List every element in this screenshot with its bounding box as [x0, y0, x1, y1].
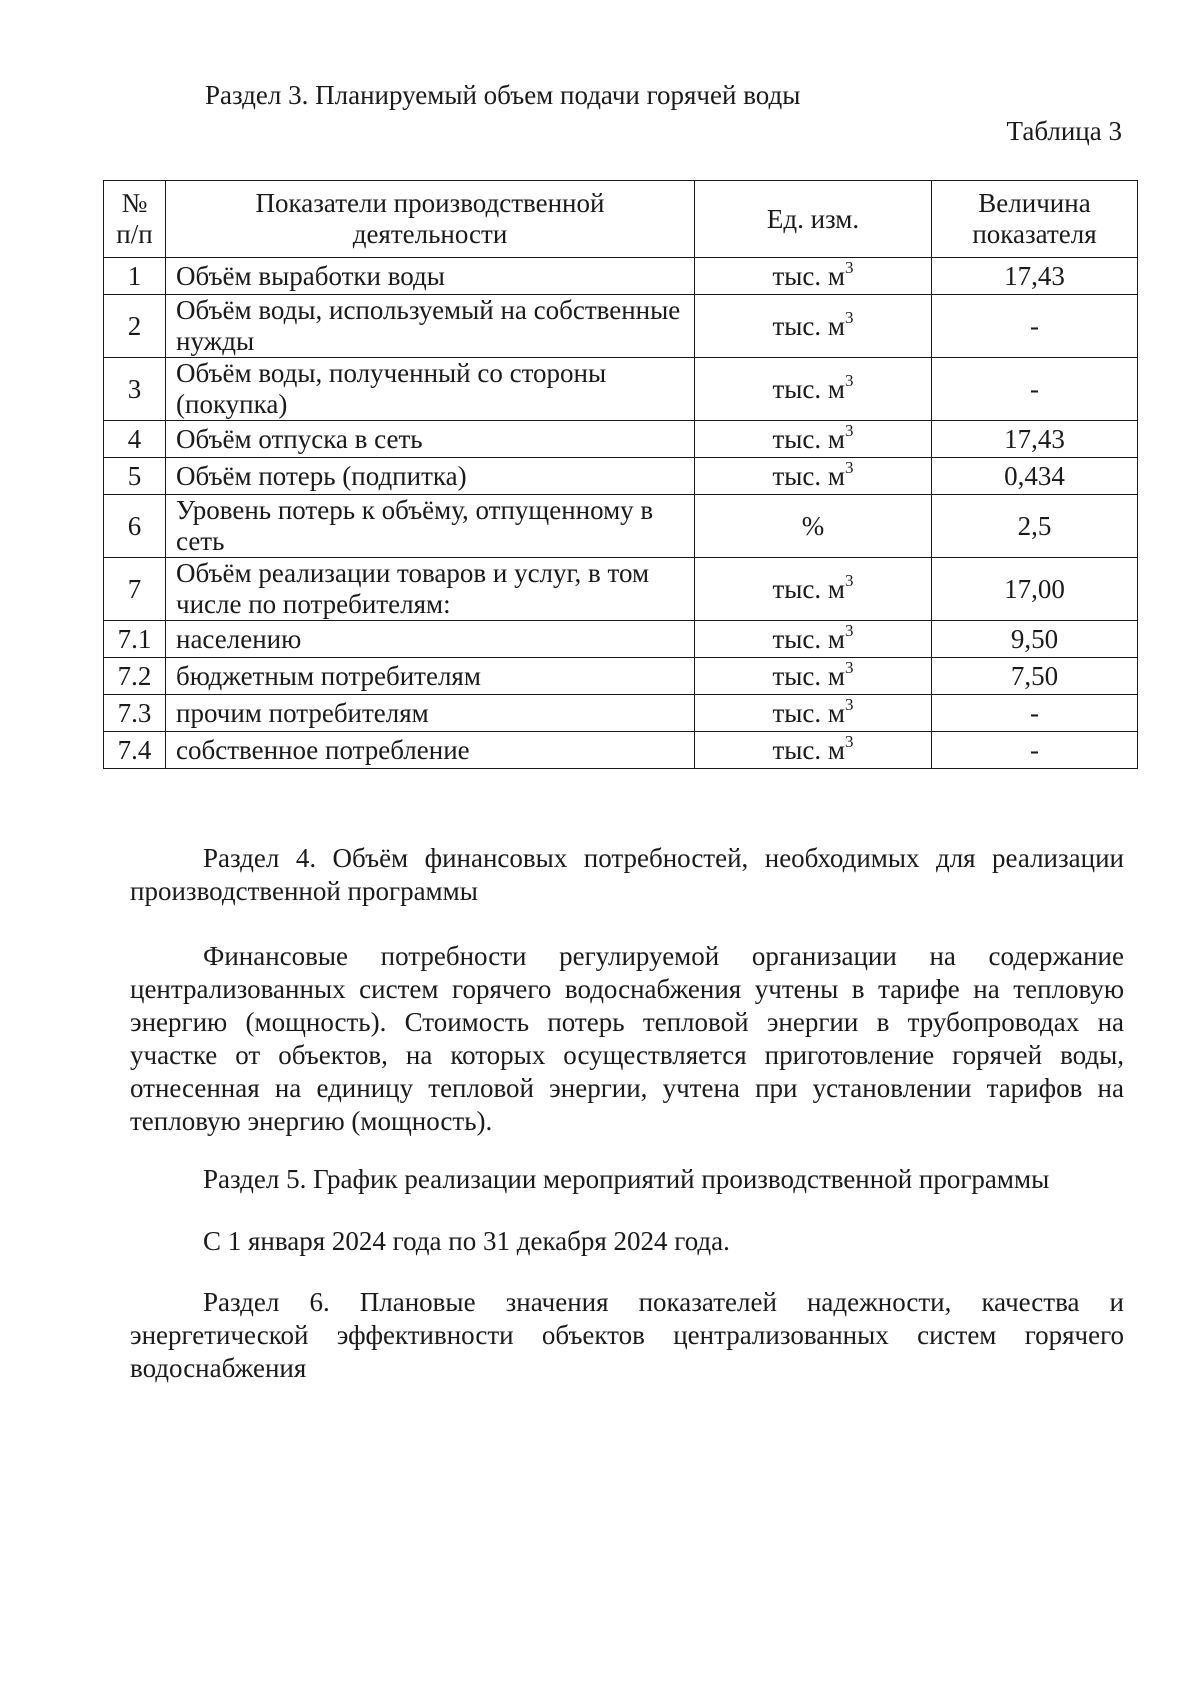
row-unit-superscript: 3	[845, 257, 854, 277]
row-unit	[695, 258, 932, 295]
row-indicator: населению	[166, 621, 695, 658]
header-num	[104, 181, 166, 258]
row-unit	[695, 732, 932, 769]
table-body	[104, 258, 1138, 769]
table-row	[104, 732, 1138, 769]
row-unit	[695, 495, 932, 558]
header-num-line2: п/п	[116, 219, 153, 249]
row-unit	[695, 658, 932, 695]
table-row	[104, 658, 1138, 695]
header-indicator	[166, 181, 695, 258]
row-number: 5	[104, 458, 166, 495]
row-unit-text: тыс. м	[772, 310, 845, 341]
row-value: 17,43	[932, 258, 1138, 295]
row-unit	[695, 621, 932, 658]
table-row	[104, 358, 1138, 421]
row-indicator: собственное потребление	[166, 732, 695, 769]
row-unit-text: тыс. м	[772, 573, 845, 604]
row-unit-superscript: 3	[845, 694, 854, 714]
row-number: 3	[104, 358, 166, 421]
row-indicator: Объём отпуска в сеть	[166, 421, 695, 458]
row-unit-superscript: 3	[845, 307, 854, 327]
row-indicator: Объём выработки воды	[166, 258, 695, 295]
row-number: 2	[104, 295, 166, 358]
row-unit-text: тыс. м	[772, 460, 845, 491]
table-row	[104, 295, 1138, 358]
header-indicator-line1: Показатели производственной	[255, 188, 605, 218]
row-unit-text: тыс. м	[772, 373, 845, 404]
row-unit-text: тыс. м	[772, 660, 845, 691]
row-value: -	[932, 695, 1138, 732]
row-value: 0,434	[932, 458, 1138, 495]
row-unit	[695, 458, 932, 495]
row-unit-text: тыс. м	[772, 423, 845, 454]
row-value: -	[932, 358, 1138, 421]
row-value: -	[932, 295, 1138, 358]
row-unit-superscript: 3	[845, 620, 854, 640]
row-unit	[695, 695, 932, 732]
row-unit-superscript: 3	[845, 457, 854, 477]
row-unit-superscript: 3	[845, 657, 854, 677]
row-number: 6	[104, 495, 166, 558]
table-row	[104, 458, 1138, 495]
row-number: 7.3	[104, 695, 166, 732]
row-number: 7	[104, 558, 166, 621]
row-unit-text: %	[801, 510, 825, 541]
table-row	[104, 558, 1138, 621]
row-number: 7.1	[104, 621, 166, 658]
row-unit	[695, 558, 932, 621]
row-value: 9,50	[932, 621, 1138, 658]
row-indicator: Объём реализации товаров и услуг, в том числе по потребителям:	[166, 558, 695, 621]
row-unit	[695, 358, 932, 421]
section4-title: Раздел 4. Объём финансовых потребностей, необходимых для реализации производственной программы	[130, 843, 1124, 906]
section5-title: Раздел 5. График реализации мероприятий производственной программы	[203, 1164, 1050, 1194]
row-unit-text: тыс. м	[772, 697, 845, 728]
row-indicator: бюджетным потребителям	[166, 658, 695, 695]
row-unit	[695, 421, 932, 458]
header-unit: Ед. изм.	[695, 181, 932, 258]
row-indicator: Объём воды, используемый на собственные нужды	[166, 295, 695, 358]
section5-period: С 1 января 2024 года по 31 декабря 2024 года.	[203, 1226, 730, 1256]
row-value: 17,00	[932, 558, 1138, 621]
section3-title: Раздел 3. Планируемый объем подачи горячей воды	[205, 80, 801, 110]
row-unit-text: тыс. м	[772, 623, 845, 654]
row-unit	[695, 295, 932, 358]
section6-title: Раздел 6. Плановые значения показателей надежности, качества и энергетической эффективности объектов централизованных систем горячего водоснабжения	[130, 1287, 1124, 1383]
header-indicator-line2: деятельности	[352, 219, 508, 249]
row-indicator: Объём воды, полученный со стороны (покупка)	[166, 358, 695, 421]
table-row	[104, 495, 1138, 558]
row-unit-superscript: 3	[845, 370, 854, 390]
table-header-row	[104, 181, 1138, 258]
row-indicator: Объём потерь (подпитка)	[166, 458, 695, 495]
row-value: 7,50	[932, 658, 1138, 695]
row-unit-superscript: 3	[845, 420, 854, 440]
header-value-line2: показателя	[972, 219, 1097, 249]
row-value: -	[932, 732, 1138, 769]
row-number: 4	[104, 421, 166, 458]
table-row	[104, 695, 1138, 732]
row-value: 2,5	[932, 495, 1138, 558]
header-value	[932, 181, 1138, 258]
row-unit-text: тыс. м	[772, 260, 845, 291]
section4-body: Финансовые потребности регулируемой организации на содержание централизованных систем горячего водоснабжения учтены в тарифе на тепловую энергию (мощность). Стоимость потерь тепловой энергии в трубопроводах на участке от объектов, на которых осуществляется приготовление горячей воды, отнесенная на единицу тепловой энергии, учтена при установлении тарифов на тепловую энергию (мощность).	[130, 941, 1124, 1136]
row-unit-text: тыс. м	[772, 734, 845, 765]
row-value: 17,43	[932, 421, 1138, 458]
row-indicator: Уровень потерь к объёму, отпущенному в сеть	[166, 495, 695, 558]
row-unit-superscript: 3	[845, 731, 854, 751]
header-value-line1: Величина	[978, 188, 1091, 218]
table-label: Таблица 3	[1006, 116, 1122, 146]
header-num-line1: №	[121, 188, 148, 218]
row-number: 7.2	[104, 658, 166, 695]
row-unit-superscript: 3	[845, 570, 854, 590]
row-number: 1	[104, 258, 166, 295]
row-indicator: прочим потребителям	[166, 695, 695, 732]
table-row	[104, 621, 1138, 658]
table-row	[104, 258, 1138, 295]
row-number: 7.4	[104, 732, 166, 769]
water-supply-table	[103, 180, 1138, 769]
table-row	[104, 421, 1138, 458]
